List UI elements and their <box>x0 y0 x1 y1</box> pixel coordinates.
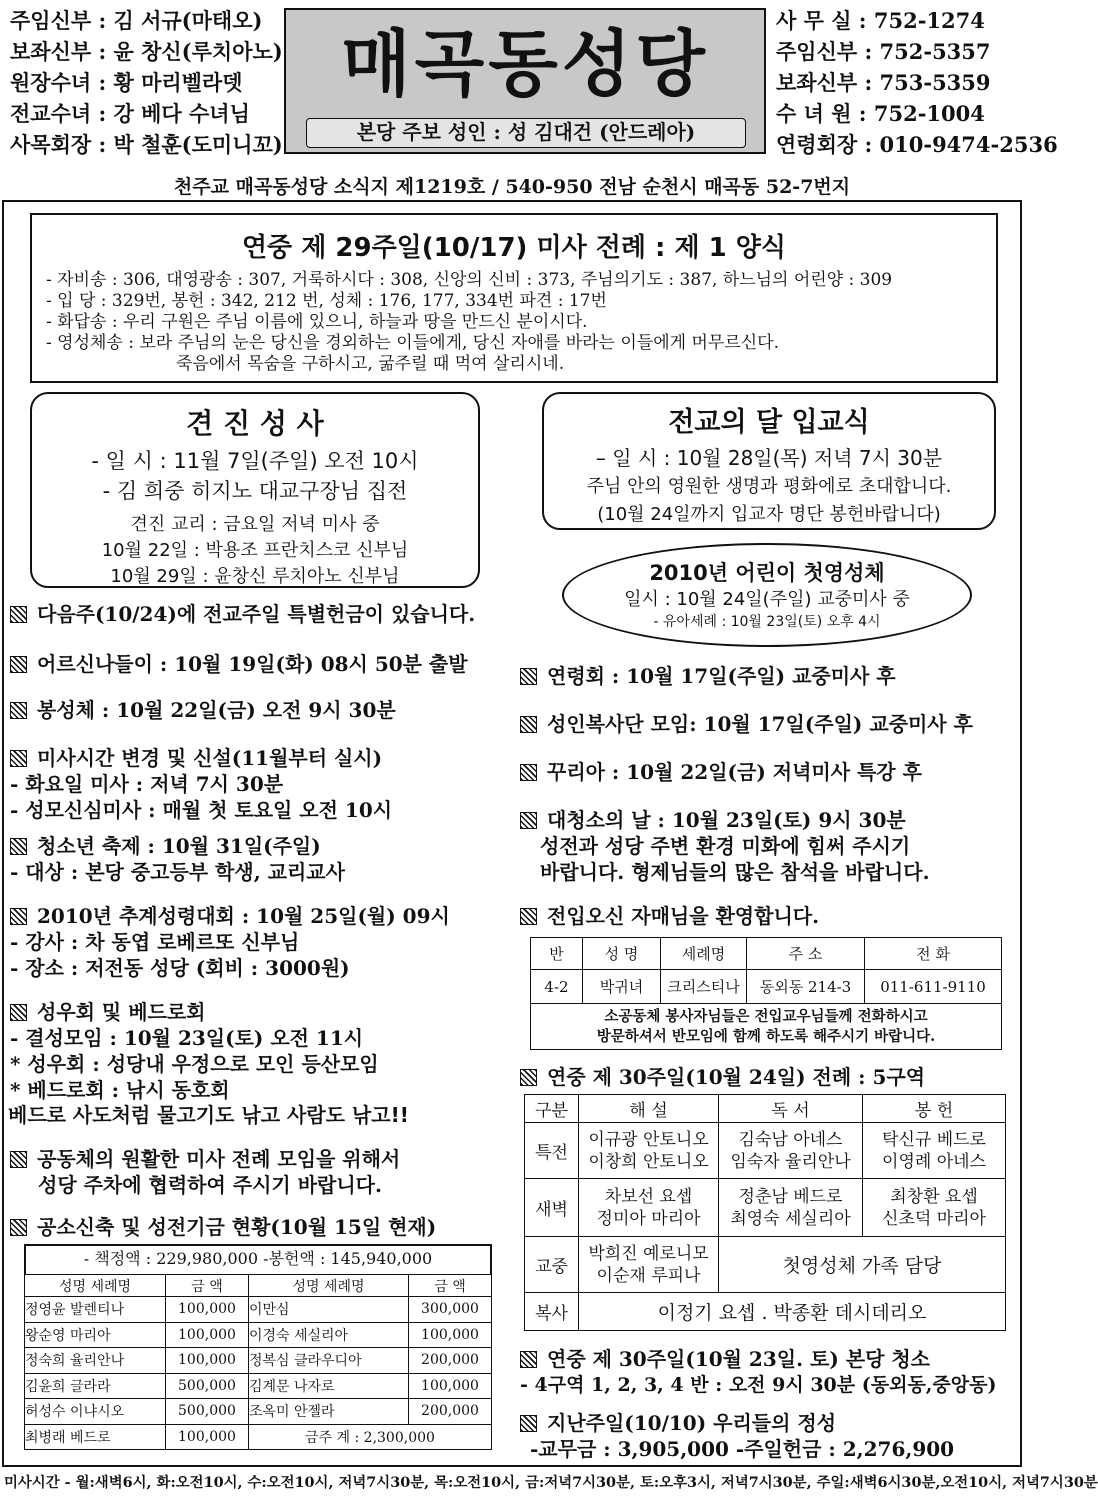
liturgy-line: 죽음에서 목숨을 구하시고, 굶주릴 때 먹여 살리시네. <box>176 354 565 374</box>
roster-cell: 최창환 요셉 신초덕 마리아 <box>863 1179 1006 1237</box>
roster-cell: 차보선 요셉 정미아 마리아 <box>579 1179 719 1237</box>
fund-cell: 정숙희 율리안나 <box>25 1348 166 1374</box>
fund-cell: 100,000 <box>409 1373 492 1399</box>
contact-line: 사 무 실 : 752-1274 <box>776 8 985 33</box>
title-box <box>284 8 766 154</box>
mass-schedule-footer: 미사시간 - 월:새벽6시, 화:오전10시, 수:오전10시, 저녁7시30분, 목:오전10시, 금:저녁7시30분, 토:오후3시, 저녁7시30분, 주일:새벽6시30분,오전10시, 저녁7시30분 <box>4 1474 1098 1491</box>
fund-cell: 300,000 <box>409 1297 492 1323</box>
fund-summary: - 책정액 : 229,980,000 -봉헌액 : 145,940,000 <box>24 1244 492 1274</box>
roster-merged-cell: 첫영성체 가족 담당 <box>719 1237 1006 1293</box>
checkbox-icon <box>10 1004 27 1021</box>
checkbox-icon <box>520 812 537 829</box>
contact-line: 주임신부 : 752-5357 <box>776 39 991 64</box>
fund-total: 금주 계 : 2,300,000 <box>248 1424 491 1450</box>
checkbox-icon <box>520 716 537 733</box>
liturgy-line: - 자비송 : 306, 대영광송 : 307, 거룩하시다 : 308, 신앙의 신비 : 373, 주님의기도 : 387, 하느님의 어린양 : 309 <box>46 270 893 290</box>
notice-item: 연령회 : 10월 17일(주일) 교중미사 후 <box>520 663 1020 711</box>
fund-row <box>25 1424 492 1450</box>
fund-cell: 100,000 <box>166 1322 249 1348</box>
first-communion-ellipse <box>562 543 972 647</box>
fund-header: 성명 세례명 <box>25 1275 166 1297</box>
clergy-line: 전교수녀 : 강 베다 수녀님 <box>10 101 250 126</box>
welcome-cell: 크리스티나 <box>661 970 747 1004</box>
checkbox-icon <box>520 668 537 685</box>
roster-header: 구분 <box>525 1095 579 1123</box>
welcome-note: 소공동체 봉사자님들은 전입교우님들께 전화하시고 방문하셔서 반모임에 함께 하도록 해주시기 바랍니다. <box>531 1004 1002 1050</box>
checkbox-icon <box>520 908 537 925</box>
contact-line: 수 녀 원 : 752-1004 <box>776 101 985 126</box>
fund-header: 금 액 <box>166 1275 249 1297</box>
checkbox-icon <box>10 606 27 623</box>
left-notices <box>10 601 510 1103</box>
fund-cell: 100,000 <box>166 1424 249 1450</box>
fund-cell: 200,000 <box>409 1348 492 1374</box>
fund-row <box>25 1373 492 1399</box>
clergy-line: 원장수녀 : 황 마리벨라뎃 <box>10 70 243 95</box>
checkbox-icon <box>520 1415 537 1432</box>
fund-cell: 왕순영 마리아 <box>25 1322 166 1348</box>
welcome-cell: 박귀녀 <box>583 970 661 1004</box>
fund-cell: 500,000 <box>166 1399 249 1425</box>
communion-line: 일시 : 10월 24일(주일) 교중미사 중 <box>624 589 910 610</box>
notice-item: 다음주(10/24)에 전교주일 특별헌금이 있습니다. <box>10 601 510 651</box>
fund-cell: 최병래 베드로 <box>25 1424 166 1450</box>
welcome-header: 반 <box>531 938 583 970</box>
roster-cell: 김숙남 아네스 임숙자 율리안나 <box>719 1123 863 1179</box>
contact-line: 연령회장 : 010-9474-2536 <box>776 132 1058 157</box>
notice-item: 성인복사단 모임: 10월 17일(주일) 교중미사 후 <box>520 711 1020 759</box>
parking-notice: 공동체의 원활한 미사 전례 모임을 위해서 성당 주차에 협력하여 주시기 바랍니다. <box>10 1146 510 1198</box>
clergy-list <box>10 5 283 160</box>
welcome-cell: 011-611-9110 <box>865 970 1002 1004</box>
clergy-line: 사목회장 : 박 철훈(도미니꼬) <box>10 132 283 157</box>
mission-line: (10월 24일까지 입교자 명단 봉헌바랍니다) <box>597 504 941 525</box>
fund-cell: 정영윤 발렌티나 <box>25 1297 166 1323</box>
contact-list <box>776 5 1058 160</box>
fund-cell: 500,000 <box>166 1373 249 1399</box>
checkbox-icon <box>520 1351 537 1368</box>
welcome-cell: 4-2 <box>531 970 583 1004</box>
clergy-line: 주임신부 : 김 서규(마태오) <box>10 8 263 33</box>
fund-header: 금 액 <box>409 1275 492 1297</box>
checkbox-icon <box>10 656 27 673</box>
confirmation-title: 견 진 성 사 <box>186 407 324 440</box>
fund-row <box>25 1348 492 1374</box>
confirmation-line: 견진 교리 : 금요일 저녁 미사 중 <box>130 514 380 535</box>
notice-item: 어르신나들이 : 10월 19일(화) 08시 50분 출발 <box>10 651 510 697</box>
roster-cell: 박희진 예로니모 이순재 루피나 <box>579 1237 719 1293</box>
welcome-cell: 동외동 214-3 <box>747 970 865 1004</box>
notice-item: 미사시간 변경 및 신설(11월부터 실시) - 화요일 미사 : 저녁 7시 30분 - 성모신심미사 : 매월 첫 토요일 오전 10시 <box>10 746 393 822</box>
welcome-header: 전 화 <box>865 938 1002 970</box>
notice-item: 2010년 추계성령대회 : 10월 25일(월) 09시 - 강사 : 차 동엽 로베르또 신부님 - 장소 : 저전동 성당 (회비 : 3000원) <box>10 904 450 980</box>
offering-notice: 지난주일(10/10) 우리들의 정성 -교무금 : 3,905,000 -주일헌금 : 2,276,900 <box>520 1410 1020 1462</box>
fund-cell: 200,000 <box>409 1399 492 1425</box>
fund-cell: 김윤희 글라라 <box>25 1373 166 1399</box>
confirmation-line: 10월 22일 : 박용조 프란치스코 신부님 <box>101 540 409 561</box>
fund-cell: 조옥미 안젤라 <box>248 1399 408 1425</box>
fund-cell: 이경숙 세실리아 <box>248 1322 408 1348</box>
notice-item: 청소년 축제 : 10월 31일(주일) - 대상 : 본당 중고등부 학생, 교리교사 <box>10 834 345 884</box>
communion-line: - 유아세례 : 10월 23일(토) 오후 4시 <box>653 614 881 630</box>
bulletin-address: 천주교 매곡동성당 소식지 제1219호 / 540-950 전남 순천시 매곡동 52-7번지 <box>173 176 851 198</box>
fund-cell: 김계문 나자로 <box>248 1373 408 1399</box>
mission-title: 전교의 달 입교식 <box>668 407 870 438</box>
fund-title: 공소신축 및 성전기금 현황(10월 15일 현재) <box>10 1214 436 1240</box>
liturgy-line: - 입 당 : 329번, 봉헌 : 342, 212 번, 성체 : 176, 177, 334번 파견 : 17번 <box>46 291 607 311</box>
notice-item: 봉성체 : 10월 22일(금) 오전 9시 30분 <box>10 697 510 745</box>
welcome-header: 세례명 <box>661 938 747 970</box>
liturgy-box <box>30 213 998 383</box>
communion-title: 2010년 어린이 첫영성체 <box>649 561 885 585</box>
mission-line: – 일 시 : 10월 28일(목) 저녁 7시 30분 <box>595 446 943 470</box>
notice-item: 성우회 및 베드로회 - 결성모임 : 10월 23일(토) 오전 11시 * 성우회 : 성당내 우정으로 모인 등산모임 * 베드로회 : 낚시 동호회 <box>10 1000 379 1102</box>
roster-label: 복사 <box>525 1293 579 1331</box>
notice-item: 꾸리아 : 10월 22일(금) 저녁미사 특강 후 <box>520 759 1020 807</box>
mission-line: 주님 안의 영원한 생명과 평화에로 초대합니다. <box>586 476 952 497</box>
roster-label: 교중 <box>525 1237 579 1293</box>
confirmation-line: - 김 희중 히지노 대교구장님 집전 <box>102 479 408 503</box>
welcome-header: 주 소 <box>747 938 865 970</box>
fund-cell: 이만심 <box>248 1297 408 1323</box>
roster-label: 특전 <box>525 1123 579 1179</box>
roster-header: 해 설 <box>579 1095 719 1123</box>
right-notices <box>520 663 1020 885</box>
page-title: 매곡동성당 <box>341 21 709 106</box>
roster-cell: 탁신규 베드로 이영례 아네스 <box>863 1123 1006 1179</box>
roster-header: 독 서 <box>719 1095 863 1123</box>
checkbox-icon <box>520 1069 537 1086</box>
contact-line: 보좌신부 : 753-5359 <box>776 70 991 95</box>
fund-row <box>25 1297 492 1323</box>
welcome-title: 전입오신 자매님을 환영합니다. <box>520 903 819 929</box>
roster-table <box>524 1094 1006 1331</box>
checkbox-icon <box>10 1219 27 1236</box>
confirmation-line: - 일 시 : 11월 7일(주일) 오전 10시 <box>91 449 419 473</box>
fund-cell: 정복심 클라우디아 <box>248 1348 408 1374</box>
welcome-table <box>530 937 1002 1050</box>
fund-row <box>25 1399 492 1425</box>
roster-header: 봉 헌 <box>863 1095 1006 1123</box>
roster-label: 새벽 <box>525 1179 579 1237</box>
roster-cell: 정춘남 베드로 최영숙 세실리아 <box>719 1179 863 1237</box>
liturgy-title: 연중 제 29주일(10/17) 미사 전례 : 제 1 양식 <box>241 233 787 263</box>
checkbox-icon <box>10 750 27 767</box>
peter-slogan: 베드로 사도처럼 물고기도 낚고 사람도 낚고!! <box>8 1103 409 1127</box>
fund-table <box>24 1244 492 1450</box>
roster-title: 연중 제 30주일(10월 24일) 전례 : 5구역 <box>520 1064 925 1090</box>
patron-saint: 본당 주보 성인 : 성 김대건 (안드레아) <box>306 118 746 148</box>
fund-row <box>25 1322 492 1348</box>
roster-merged-cell: 이정기 요셉 . 박종환 데시데리오 <box>579 1293 1006 1331</box>
checkbox-icon <box>10 1151 27 1168</box>
mission-box <box>542 392 996 530</box>
checkbox-icon <box>10 702 27 719</box>
confirmation-line: 10월 29일 : 윤창신 루치아노 신부님 <box>110 566 400 587</box>
liturgy-line: - 화답송 : 우리 구원은 주님 이름에 있으니, 하늘과 땅을 만드신 분이시다. <box>46 312 588 332</box>
fund-header: 성명 세례명 <box>248 1275 408 1297</box>
roster-cell: 이규광 안토니오 이창희 안토니오 <box>579 1123 719 1179</box>
fund-cell: 100,000 <box>166 1348 249 1374</box>
checkbox-icon <box>520 764 537 781</box>
cleaning-notice: 연중 제 30주일(10월 23일. 토) 본당 청소 - 4구역 1, 2, 3, 4 반 : 오전 9시 30분 (동외동,중앙동) <box>520 1347 997 1396</box>
confirmation-box <box>30 392 480 588</box>
fund-cell: 100,000 <box>166 1297 249 1323</box>
clergy-line: 보좌신부 : 윤 창신(루치아노) <box>10 39 283 64</box>
notice-item: 대청소의 날 : 10월 23일(토) 9시 30분 성전과 성당 주변 환경 미화에 힘써 주시기 바랍니다. 형제님들의 많은 참석을 바랍니다. <box>520 807 1020 885</box>
checkbox-icon <box>10 838 27 855</box>
checkbox-icon <box>10 908 27 925</box>
welcome-header: 성 명 <box>583 938 661 970</box>
fund-cell: 100,000 <box>409 1322 492 1348</box>
fund-cell: 허성수 이냐시오 <box>25 1399 166 1425</box>
liturgy-line: - 영성체송 : 보라 주님의 눈은 당신을 경외하는 이들에게, 당신 자애를 바라는 이들에게 머무르신다. <box>46 333 779 353</box>
